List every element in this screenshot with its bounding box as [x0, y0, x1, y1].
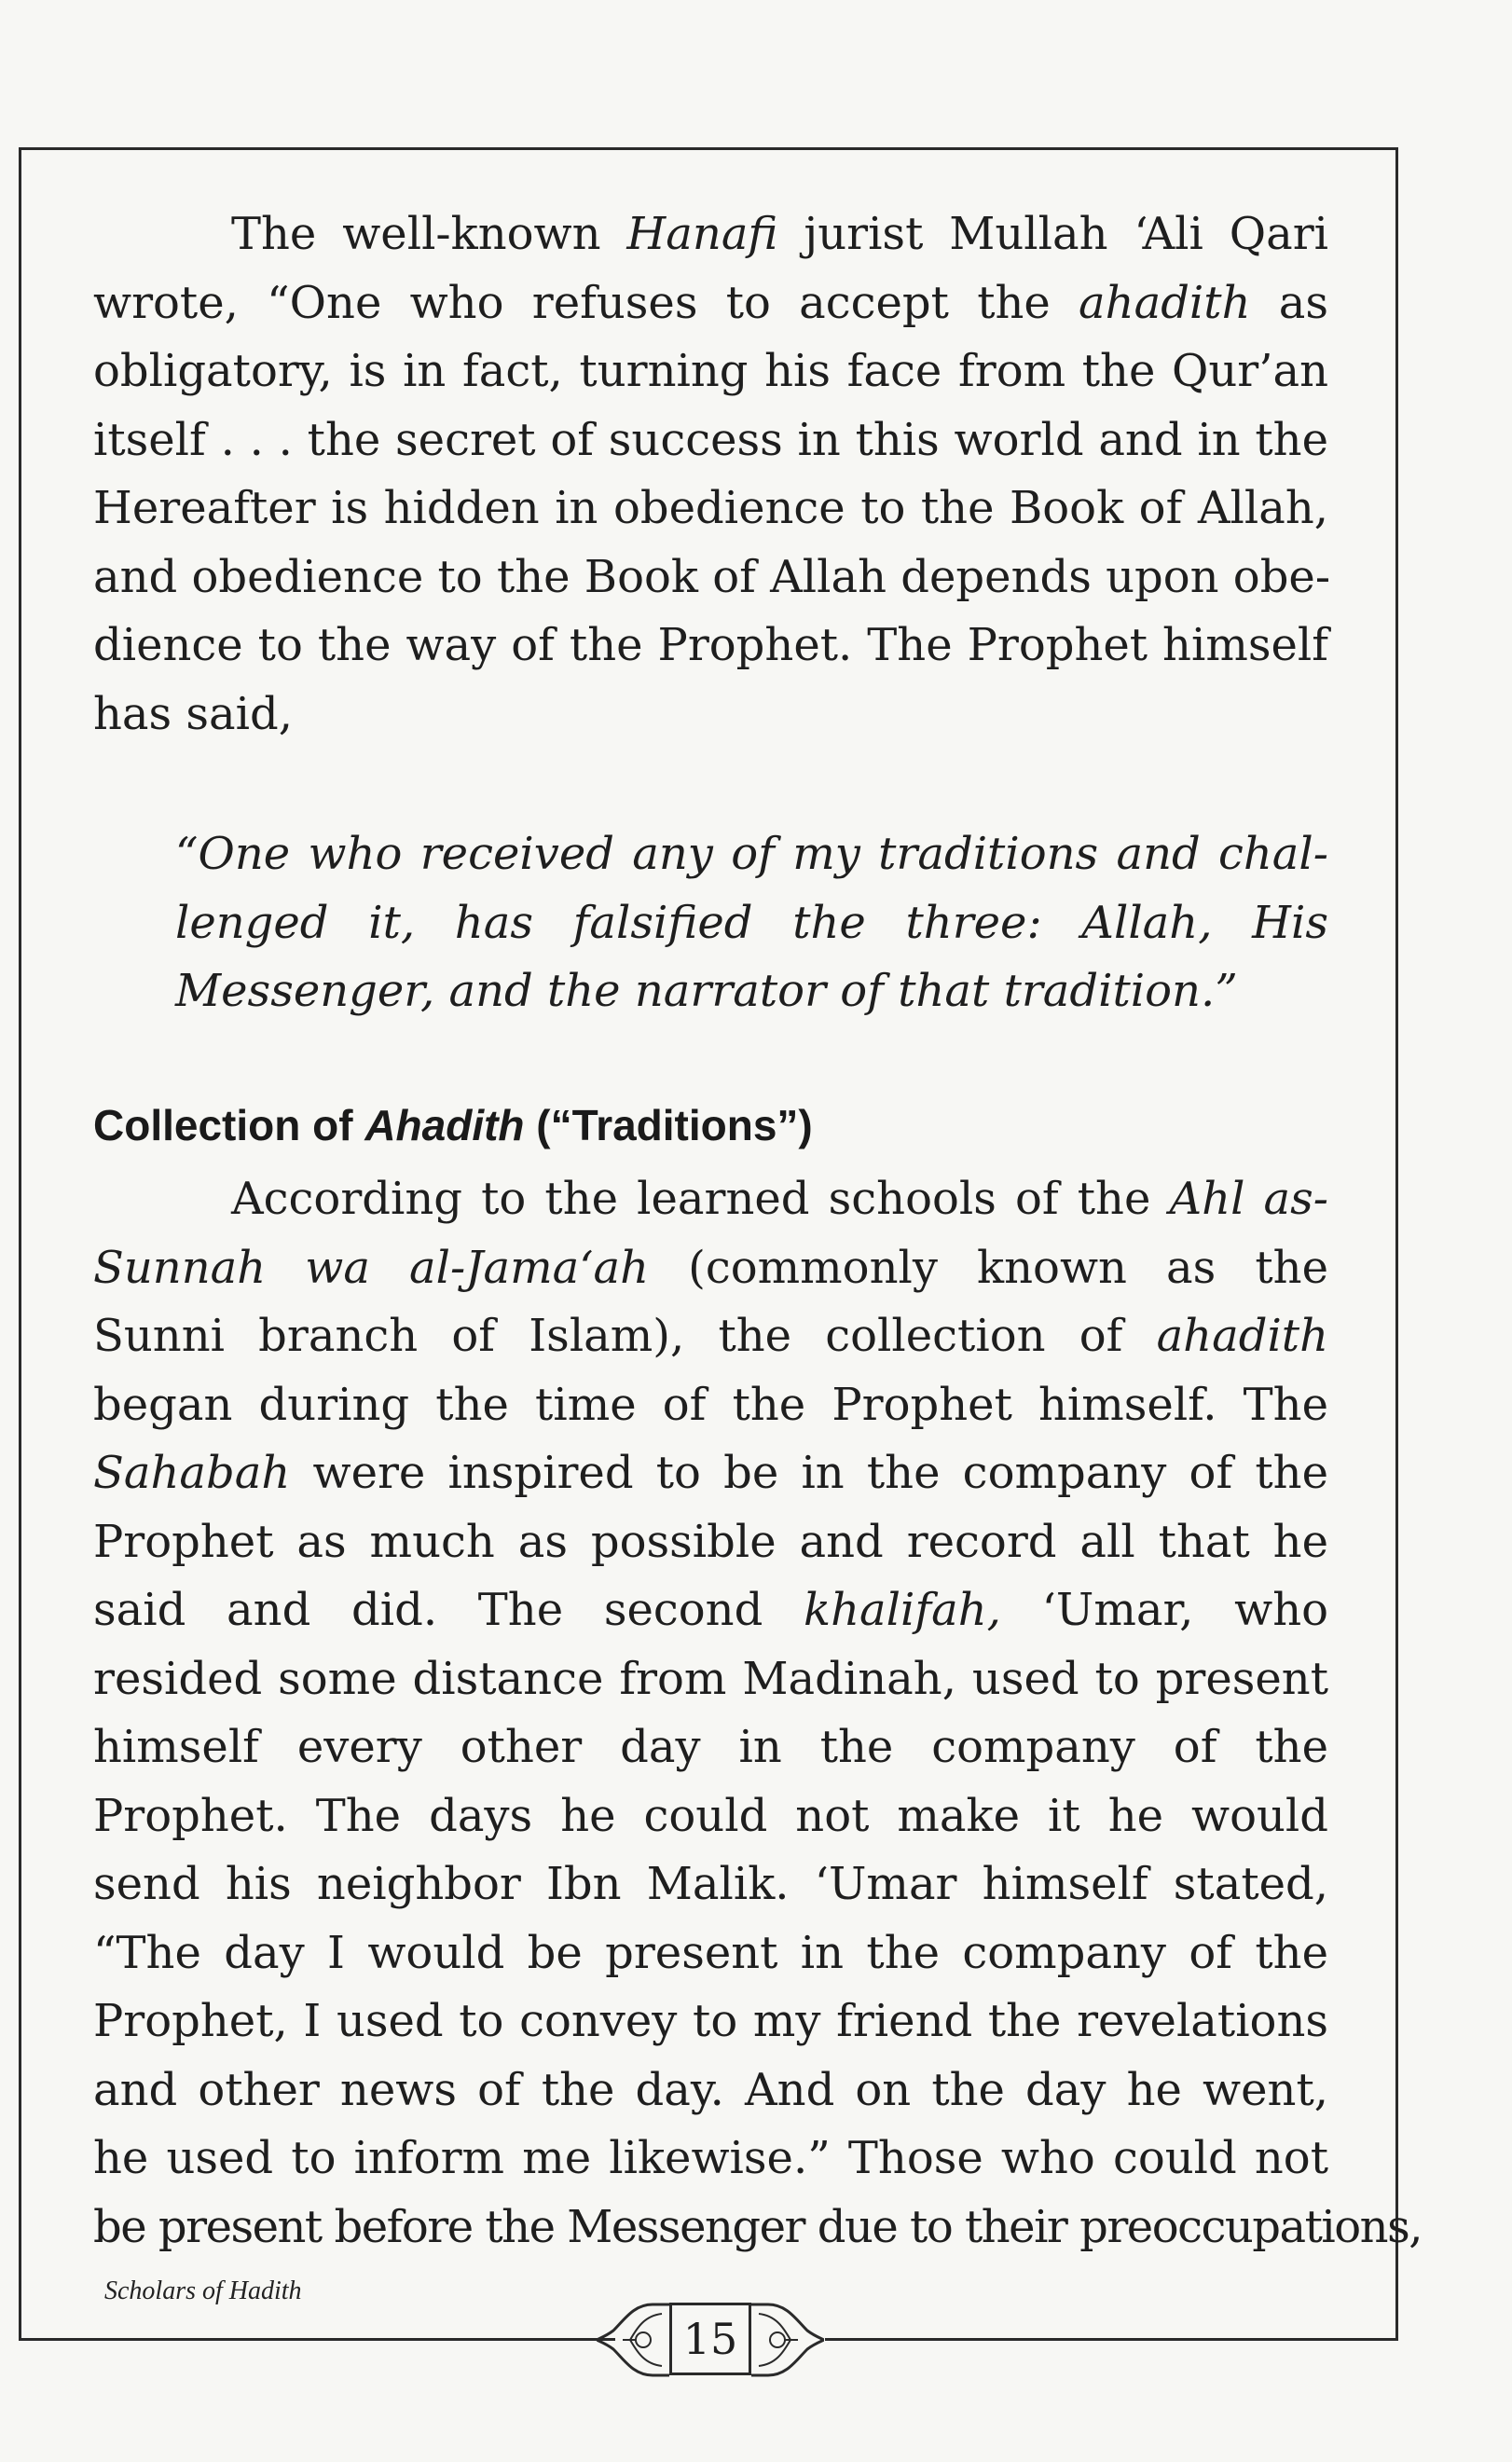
- left-ornament-icon: [597, 2301, 669, 2379]
- book-title: Scholars of Hadith: [104, 2276, 302, 2305]
- text-line: itself . . . the secret of success in this world and in the: [93, 413, 1328, 466]
- text-line: said and did. The second khalifah, ‘Umar, who: [93, 1584, 1329, 1636]
- text-line: himself every other day in the company of the: [93, 1721, 1328, 1773]
- text-line: send his neighbor Ibn Malik. ‘Umar himself stated,: [93, 1858, 1328, 1910]
- paragraph-collection: [93, 1165, 1422, 2262]
- hadith-quote: [175, 820, 1328, 1026]
- quote-line: Messenger, and the narrator of that tradition.”: [175, 965, 1238, 1017]
- footer-rule-right: [825, 2338, 1398, 2341]
- text-line: dience to the way of the Prophet. The Prophet himself: [93, 619, 1328, 671]
- quote-line: lenged it, has falsified the three: Allah, His: [175, 896, 1328, 949]
- quote-line: “One who received any of my traditions and chal-: [175, 828, 1328, 880]
- text-line: and obedience to the Book of Allah depends upon obe-: [93, 550, 1331, 603]
- text-line: The well-known Hanafi jurist Mullah ‘Ali Qari: [231, 208, 1328, 260]
- text-line: Sunni branch of Islam), the collection of ahadith: [93, 1310, 1328, 1362]
- text-line: and other news of the day. And on the day he went,: [93, 2063, 1328, 2116]
- text-line: According to the learned schools of the Ahl as-: [231, 1173, 1329, 1225]
- text-line: be present before the Messenger due to their preoccupations,: [93, 2200, 1422, 2253]
- text-line: “The day I would be present in the company of the: [93, 1926, 1328, 1979]
- text-line: has said,: [93, 687, 294, 740]
- text-line: Prophet. The days he could not make it he would: [93, 1789, 1328, 1842]
- text-line: he used to inform me likewise.” Those who could not: [93, 2132, 1328, 2184]
- text-line: Sunnah wa al-Jama‘ah (commonly known as the: [93, 1241, 1329, 1294]
- text-line: Prophet, I used to convey to my friend the revelations: [93, 1995, 1328, 2047]
- section-heading: Collection of Ahadith (“Traditions”): [93, 1101, 813, 1149]
- text-line: resided some distance from Madinah, used to present: [93, 1652, 1328, 1705]
- text-line: wrote, “One who refuses to accept the ahadith as: [93, 276, 1328, 329]
- right-ornament-icon: [751, 2301, 824, 2379]
- text-line: Prophet as much as possible and record all that he: [93, 1515, 1328, 1568]
- footer-rule-left: [19, 2338, 615, 2341]
- page-number: 15: [669, 2303, 751, 2375]
- text-line: Sahabah were inspired to be in the company of the: [93, 1447, 1328, 1499]
- text-line: began during the time of the Prophet himself. The: [93, 1378, 1328, 1431]
- text-line: Hereafter is hidden in obedience to the Book of Allah,: [93, 482, 1328, 534]
- paragraph-mullah-ali-qari: [93, 200, 1331, 749]
- text-line: obligatory, is in fact, turning his face from the Qur’an: [93, 345, 1328, 397]
